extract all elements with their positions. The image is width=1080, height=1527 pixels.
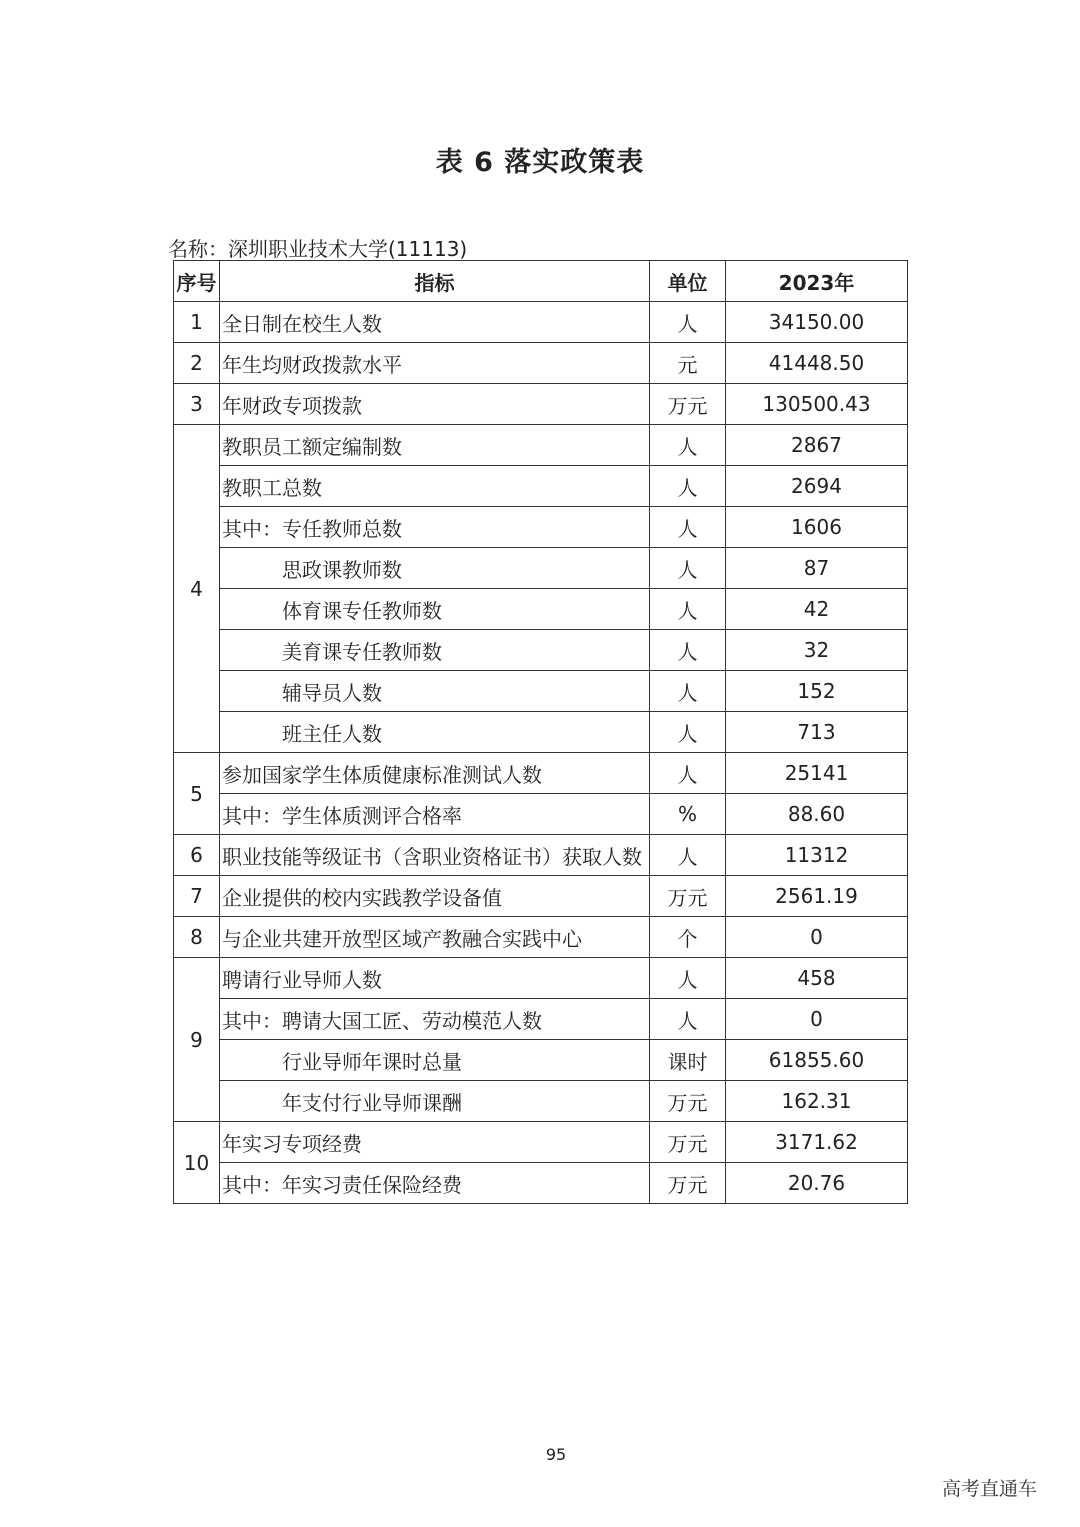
table-row: [174, 712, 908, 753]
table-row: [174, 917, 908, 958]
row-value: 11312: [726, 835, 908, 876]
table-row: [174, 999, 908, 1040]
row-indicator: 年实习专项经费: [220, 1122, 650, 1163]
row-indicator: 美育课专任教师数: [220, 630, 650, 671]
row-indicator: 年财政专项拨款: [220, 384, 650, 425]
row-value: 0: [726, 917, 908, 958]
row-seq: 5: [174, 753, 220, 835]
row-indicator: 聘请行业导师人数: [220, 958, 650, 999]
row-unit: 人: [650, 958, 726, 999]
row-seq: 3: [174, 384, 220, 425]
page-number: 95: [545, 1445, 567, 1464]
row-unit: 万元: [650, 1081, 726, 1122]
row-value: 2561.19: [726, 876, 908, 917]
table-row: [174, 671, 908, 712]
row-seq: 8: [174, 917, 220, 958]
row-unit: 课时: [650, 1040, 726, 1081]
table-row: [174, 835, 908, 876]
row-value: 0: [726, 999, 908, 1040]
row-unit: %: [650, 794, 726, 835]
row-value: 20.76: [726, 1163, 908, 1204]
row-value: 162.31: [726, 1081, 908, 1122]
table-row: [174, 384, 908, 425]
table-row: [174, 1081, 908, 1122]
row-value: 3171.62: [726, 1122, 908, 1163]
table-row: [174, 958, 908, 999]
row-indicator: 班主任人数: [220, 712, 650, 753]
row-unit: 人: [650, 753, 726, 794]
row-indicator: 参加国家学生体质健康标准测试人数: [220, 753, 650, 794]
table-row: [174, 630, 908, 671]
row-value: 1606: [726, 507, 908, 548]
row-unit: 万元: [650, 384, 726, 425]
row-unit: 人: [650, 466, 726, 507]
row-value: 88.60: [726, 794, 908, 835]
row-seq: 9: [174, 958, 220, 1122]
row-value: 458: [726, 958, 908, 999]
row-unit: 人: [650, 507, 726, 548]
table-row: [174, 753, 908, 794]
table-row: [174, 302, 908, 343]
row-unit: 人: [650, 835, 726, 876]
row-unit: 人: [650, 712, 726, 753]
row-value: 2694: [726, 466, 908, 507]
row-indicator: 企业提供的校内实践教学设备值: [220, 876, 650, 917]
row-value: 713: [726, 712, 908, 753]
row-seq: 10: [174, 1122, 220, 1204]
row-unit: 人: [650, 630, 726, 671]
row-indicator: 教职员工额定编制数: [220, 425, 650, 466]
table-row: [174, 548, 908, 589]
row-unit: 人: [650, 999, 726, 1040]
row-value: 152: [726, 671, 908, 712]
row-value: 2867: [726, 425, 908, 466]
table-row: [174, 425, 908, 466]
header-year: 2023年: [726, 261, 908, 302]
row-indicator: 行业导师年课时总量: [220, 1040, 650, 1081]
table-header-row: [174, 261, 908, 302]
table-row: [174, 466, 908, 507]
policy-table: [173, 260, 908, 1204]
row-unit: 人: [650, 302, 726, 343]
row-indicator: 年支付行业导师课酬: [220, 1081, 650, 1122]
row-value: 32: [726, 630, 908, 671]
row-unit: 个: [650, 917, 726, 958]
row-unit: 人: [650, 671, 726, 712]
row-seq: 6: [174, 835, 220, 876]
row-unit: 人: [650, 425, 726, 466]
row-indicator: 其中：学生体质测评合格率: [220, 794, 650, 835]
row-indicator: 职业技能等级证书（含职业资格证书）获取人数: [220, 835, 650, 876]
row-value: 41448.50: [726, 343, 908, 384]
page-title: 表 6 落实政策表: [435, 147, 645, 178]
table-row: [174, 1122, 908, 1163]
row-indicator: 其中：聘请大国工匠、劳动模范人数: [220, 999, 650, 1040]
row-unit: 万元: [650, 1122, 726, 1163]
table-row: [174, 343, 908, 384]
row-indicator: 其中：年实习责任保险经费: [220, 1163, 650, 1204]
row-indicator: 其中：专任教师总数: [220, 507, 650, 548]
header-seq: 序号: [174, 261, 220, 302]
header-indicator: 指标: [220, 261, 650, 302]
row-value: 25141: [726, 753, 908, 794]
table-row: [174, 1040, 908, 1081]
institution-name: 名称：深圳职业技术大学(11113): [168, 237, 468, 261]
table-row: [174, 794, 908, 835]
row-value: 61855.60: [726, 1040, 908, 1081]
row-indicator: 教职工总数: [220, 466, 650, 507]
row-indicator: 年生均财政拨款水平: [220, 343, 650, 384]
table-row: [174, 589, 908, 630]
table-row: [174, 507, 908, 548]
row-seq: 2: [174, 343, 220, 384]
row-indicator: 辅导员人数: [220, 671, 650, 712]
row-unit: 人: [650, 548, 726, 589]
row-indicator: 与企业共建开放型区域产教融合实践中心: [220, 917, 650, 958]
row-seq: 1: [174, 302, 220, 343]
row-unit: 万元: [650, 1163, 726, 1204]
row-value: 87: [726, 548, 908, 589]
row-indicator: 体育课专任教师数: [220, 589, 650, 630]
header-unit: 单位: [650, 261, 726, 302]
row-indicator: 思政课教师数: [220, 548, 650, 589]
row-unit: 人: [650, 589, 726, 630]
row-indicator: 全日制在校生人数: [220, 302, 650, 343]
row-seq: 7: [174, 876, 220, 917]
row-value: 42: [726, 589, 908, 630]
row-value: 130500.43: [726, 384, 908, 425]
row-unit: 元: [650, 343, 726, 384]
row-seq: 4: [174, 425, 220, 753]
table-row: [174, 1163, 908, 1204]
table-row: [174, 876, 908, 917]
row-value: 34150.00: [726, 302, 908, 343]
row-unit: 万元: [650, 876, 726, 917]
brand-watermark: 高考直通车: [942, 1478, 1038, 1500]
